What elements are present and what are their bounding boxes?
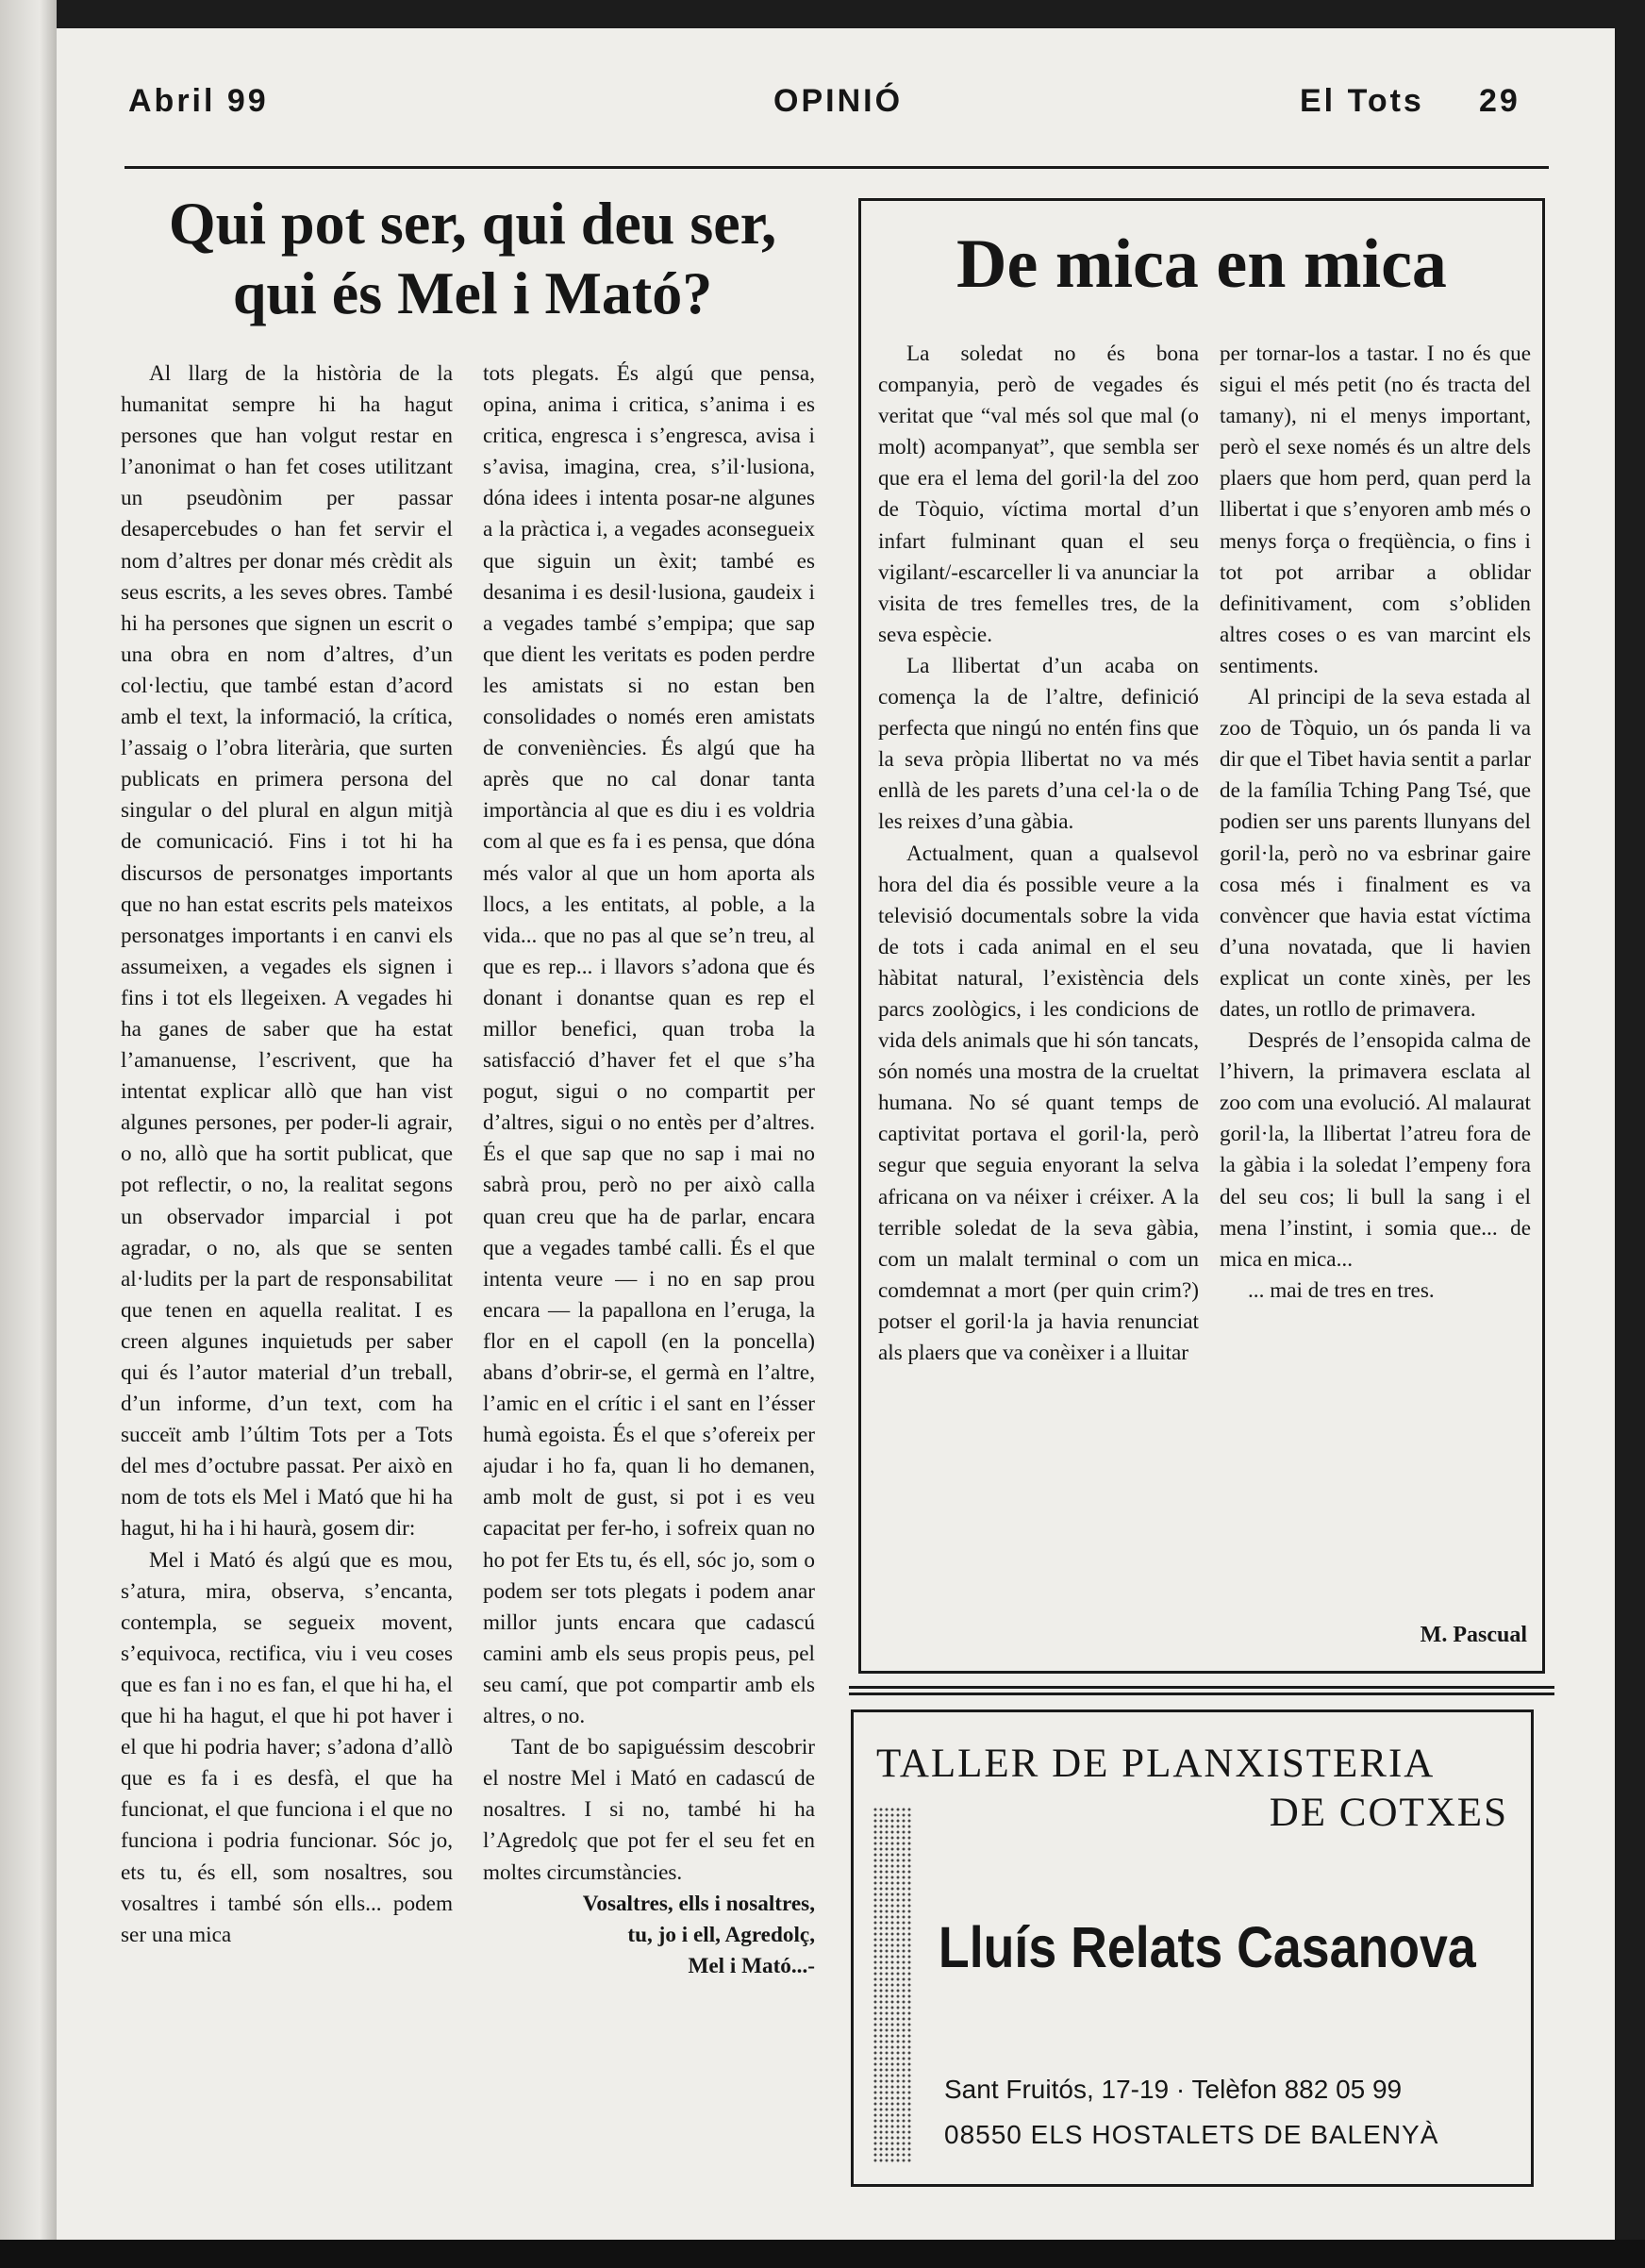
right-article-title: De mica en mica [956, 225, 1447, 303]
right-article-author: M. Pascual [1420, 1623, 1527, 1647]
right-paragraph-1: La soledat no és bona companyia, però de vegades és veritat que “val més sol que mal (o molt) acompanyat”, que sembla ser que era el lema del goril·la del zoo de Tòquio, víctima mortal d’un infart fulminant quan el seu vigilant/-escarceller li va anunciar la visita de tres femelles tres, de la seva espècie. [878, 342, 1199, 647]
page-number: 29 [1479, 83, 1520, 119]
header-rule [125, 166, 1549, 169]
right-paragraph-5: Al principi de la seva estada al zoo de Tòquio, un ós panda li va dir que el Tibet havia sentit a parlar de la família Tching Pang Tsé, que podien ser uns parents llunyans del goril·la, però no va esbrinar gaire cosa més i finalment es va convèncer que havia estat víctima d’una novatada, que li havien explicat un conte xinès, per les dates, un rotllo de primavera. [1220, 685, 1531, 1022]
ad-address: Sant Fruitós, 17-19 · Telèfon 882 05 99 [944, 2075, 1403, 2104]
left-article-title: Qui pot ser, qui deu ser, qui és Mel i Mató? [168, 190, 777, 326]
advertisement-box [851, 1709, 1534, 2187]
right-paragraph-4: per tornar-los a tastar. I no és que sigui el més petit (no és tracta del tamany), ni el menys important, però el sexe només és un altre dels plaers que hom perd, quan perd la llibertat i que s’enyoren amb més o menys força o freqüència, o fins i tot pot arribar a oblidar definitivament, com s’obliden altres coses o es van marcint els sentiments. [1220, 342, 1531, 678]
left-article-column-2 [483, 359, 815, 1982]
left-article-column-1 [121, 359, 453, 1951]
ad-business-name: Lluís Relats Casanova [938, 1915, 1476, 1979]
left-paragraph-2: Mel i Mató és algú que es mou, s’atura, mira, observa, s’encanta, contempla, se segueix movent, s’equivoca, rectifica, viu i veu coses que es fan i no es fan, el que hi ha, el que hi ha hagut, el que hi pot haver i el que hi podria haver; s’adona d’allò que es fa i es desfà, el que ha funcionat, el que funciona i el que no funciona i podria funcionar. Sóc jo, ets tu, és ell, som nosaltres, sou vosaltres i també són ells... podem ser una mica [121, 1547, 453, 1947]
binding-gutter [0, 0, 57, 2268]
issue-date: Abril 99 [128, 83, 269, 119]
ad-city: 08550 ELS HOSTALETS DE BALENYÀ [944, 2120, 1439, 2149]
left-paragraph-1: Al llarg de la història de la humanitat sempre hi ha hagut persones que han volgut restar en l’anonimat o han fet coses utilitzant un pseudònim per passar desapercebudes o han fet servir el nom d’altres per donar més crèdit als seus escrits, a les seves obres. També hi ha persones que signen un escrit o una obra en nom d’altres, d’un col·lectiu, que també estan d’acord amb el text, la informació, la crítica, l’assaig o l’obra literària, que surten publicats en primera persona del singular o del plural en algun mitjà de comunicació. Fins i tot hi ha discursos de personatges importants que no han estat escrits pels mateixos personatges importants i en canvi els assumeixen, a vegades els signen i fins i tot els llegeixen. A vegades hi ha ganes de saber que ha estat l’amanuense, l’escrivent, que ha intentat explicar allò que han vist algunes persones, per poder-li agrair, o no, allò que ha sortit publicat, que pot reflectir, o no, la realitat segons un observador imparcial i pot agradar, o no, als que se senten al·ludits per la part de responsabilitat que tenen en aquella realitat. I es creen algunes inquietuds per saber qui és l’autor material d’un treball, d’un informe, d’un text, com ha succeït amb l’últim Tots per a Tots del mes d’octubre passat. Per això en nom de tots els Mel i Mató que hi ha hagut, hi ha i hi haurà, gosem dir: [121, 361, 453, 1542]
right-article-box [858, 198, 1545, 1674]
scan-edge [0, 2240, 1645, 2268]
right-paragraph-3: Actualment, quan a qualsevol hora del dia és possible veure a la televisió documentals sobre la vida de tots i cada animal en el seu hàbitat natural, l’existència dels parcs zoològics, i les condicions de vida dels animals que hi són tancats, són només una mostra de la crueltat humana. No sé quant temps de captivitat portava el goril·la, però segur que seguia enyorant la selva africana on va néixer i créixer. A la terrible soledat de la seva gàbia, com un malalt terminal o com un comdemnat a mort (per quin crim?) potser el goril·la ja havia renunciat als plaers que va conèixer i a lluitar [878, 841, 1199, 1365]
right-paragraph-6: Després de l’ensopida calma de l’hivern, la primavera esclata al zoo com una evolució. Al malaurat goril·la, la llibertat l’atreu fora de la gàbia i la soledat l’empeny fora del seu cos; li bull la sang i el mena l’instint, i somia que... de mica en mica... [1220, 1028, 1531, 1272]
section-name: OPINIÓ [773, 83, 904, 119]
ad-headline-line-2: DE COTXES [1269, 1791, 1508, 1835]
publication-name: El Tots [1300, 83, 1424, 119]
left-signoff-line-2: tu, jo i ell, Agredolç, [627, 1922, 815, 1947]
ad-headline-line-1: TALLER DE PLANXISTERIA [876, 1742, 1436, 1786]
right-paragraph-2: La llibertat d’un acaba on comença la de l’altre, definició perfecta que ningú no entén fins que la seva pròpia llibertat no va més enllà de les parets d’una cel·la o de les reixes d’una gàbia. [878, 653, 1199, 835]
left-paragraph-3: tots plegats. És algú que pensa, opina, anima i critica, s’anima i es critica, engresca i s’engresca, avisa i s’avisa, imagina, crea, s’il·lusiona, dóna idees i intenta posar-ne algunes a la pràctica i, a vegades aconsegueix que siguin un èxit; també es desanima i es desil·lusiona, gaudeix i a vegades també s’empipa; que sap que dient les veritats es poden perdre les amistats si no estan ben consolidades o només eren amistats de conveniències. És algú que ha après que no cal donar tanta importància al que es diu i es voldria com al que es fa i es pensa, que dóna més valor al que un hom aporta als llocs, a les entitats, al poble, a la vida... que no pas al que se’n treu, al que es rep... i llavors s’adona que és donant i donantse quan es rep el millor benefici, quan troba la satisfacció d’haver fet el que s’ha pogut, sigui o no compartit per d’altres, sigui o no entès per d’altres. És el que sap que no sap i mai no sabrà prou, però no per això calla quan creu que ha de parlar, encara que a vegades també calli. És el que intenta veure — i no en sap prou encara — la papallona en l’eruga, la flor en el capoll (en la poncella) abans d’obrir-se, el germà en l’altre, l’amic en el crític i el sant en l’ésser humà egoista. És el que s’ofereix per ajudar i ho fa, quan li ho demanen, amb molt de gust, si pot i es veu capacitat per fer-ho, i sofreix quan no ho pot fer Ets tu, és ell, sóc jo, som o podem ser tots plegats i podem anar millor junts encara que cadascú camini amb els seus propis peus, pel seu camí, que pot compartir amb els altres, o no. [483, 361, 815, 1729]
left-signoff-line-1: Vosaltres, ells i nosaltres, [582, 1891, 815, 1916]
right-article-column-2 [1220, 339, 1531, 1307]
right-article-column-1 [878, 339, 1199, 1369]
ad-dot-pattern [872, 1807, 912, 2163]
left-paragraph-4: Tant de bo sapiguéssim descobrir el nostre Mel i Mató en cadascú de nosaltres. I si no, també hi ha l’Agredolç que pot fer el seu fet en moltes circumstàncies. [483, 1735, 815, 1885]
double-divider-rule [849, 1686, 1554, 1695]
right-paragraph-7: ... mai de tres en tres. [1248, 1277, 1435, 1303]
left-signoff-line-3: Mel i Mató...- [688, 1953, 815, 1978]
